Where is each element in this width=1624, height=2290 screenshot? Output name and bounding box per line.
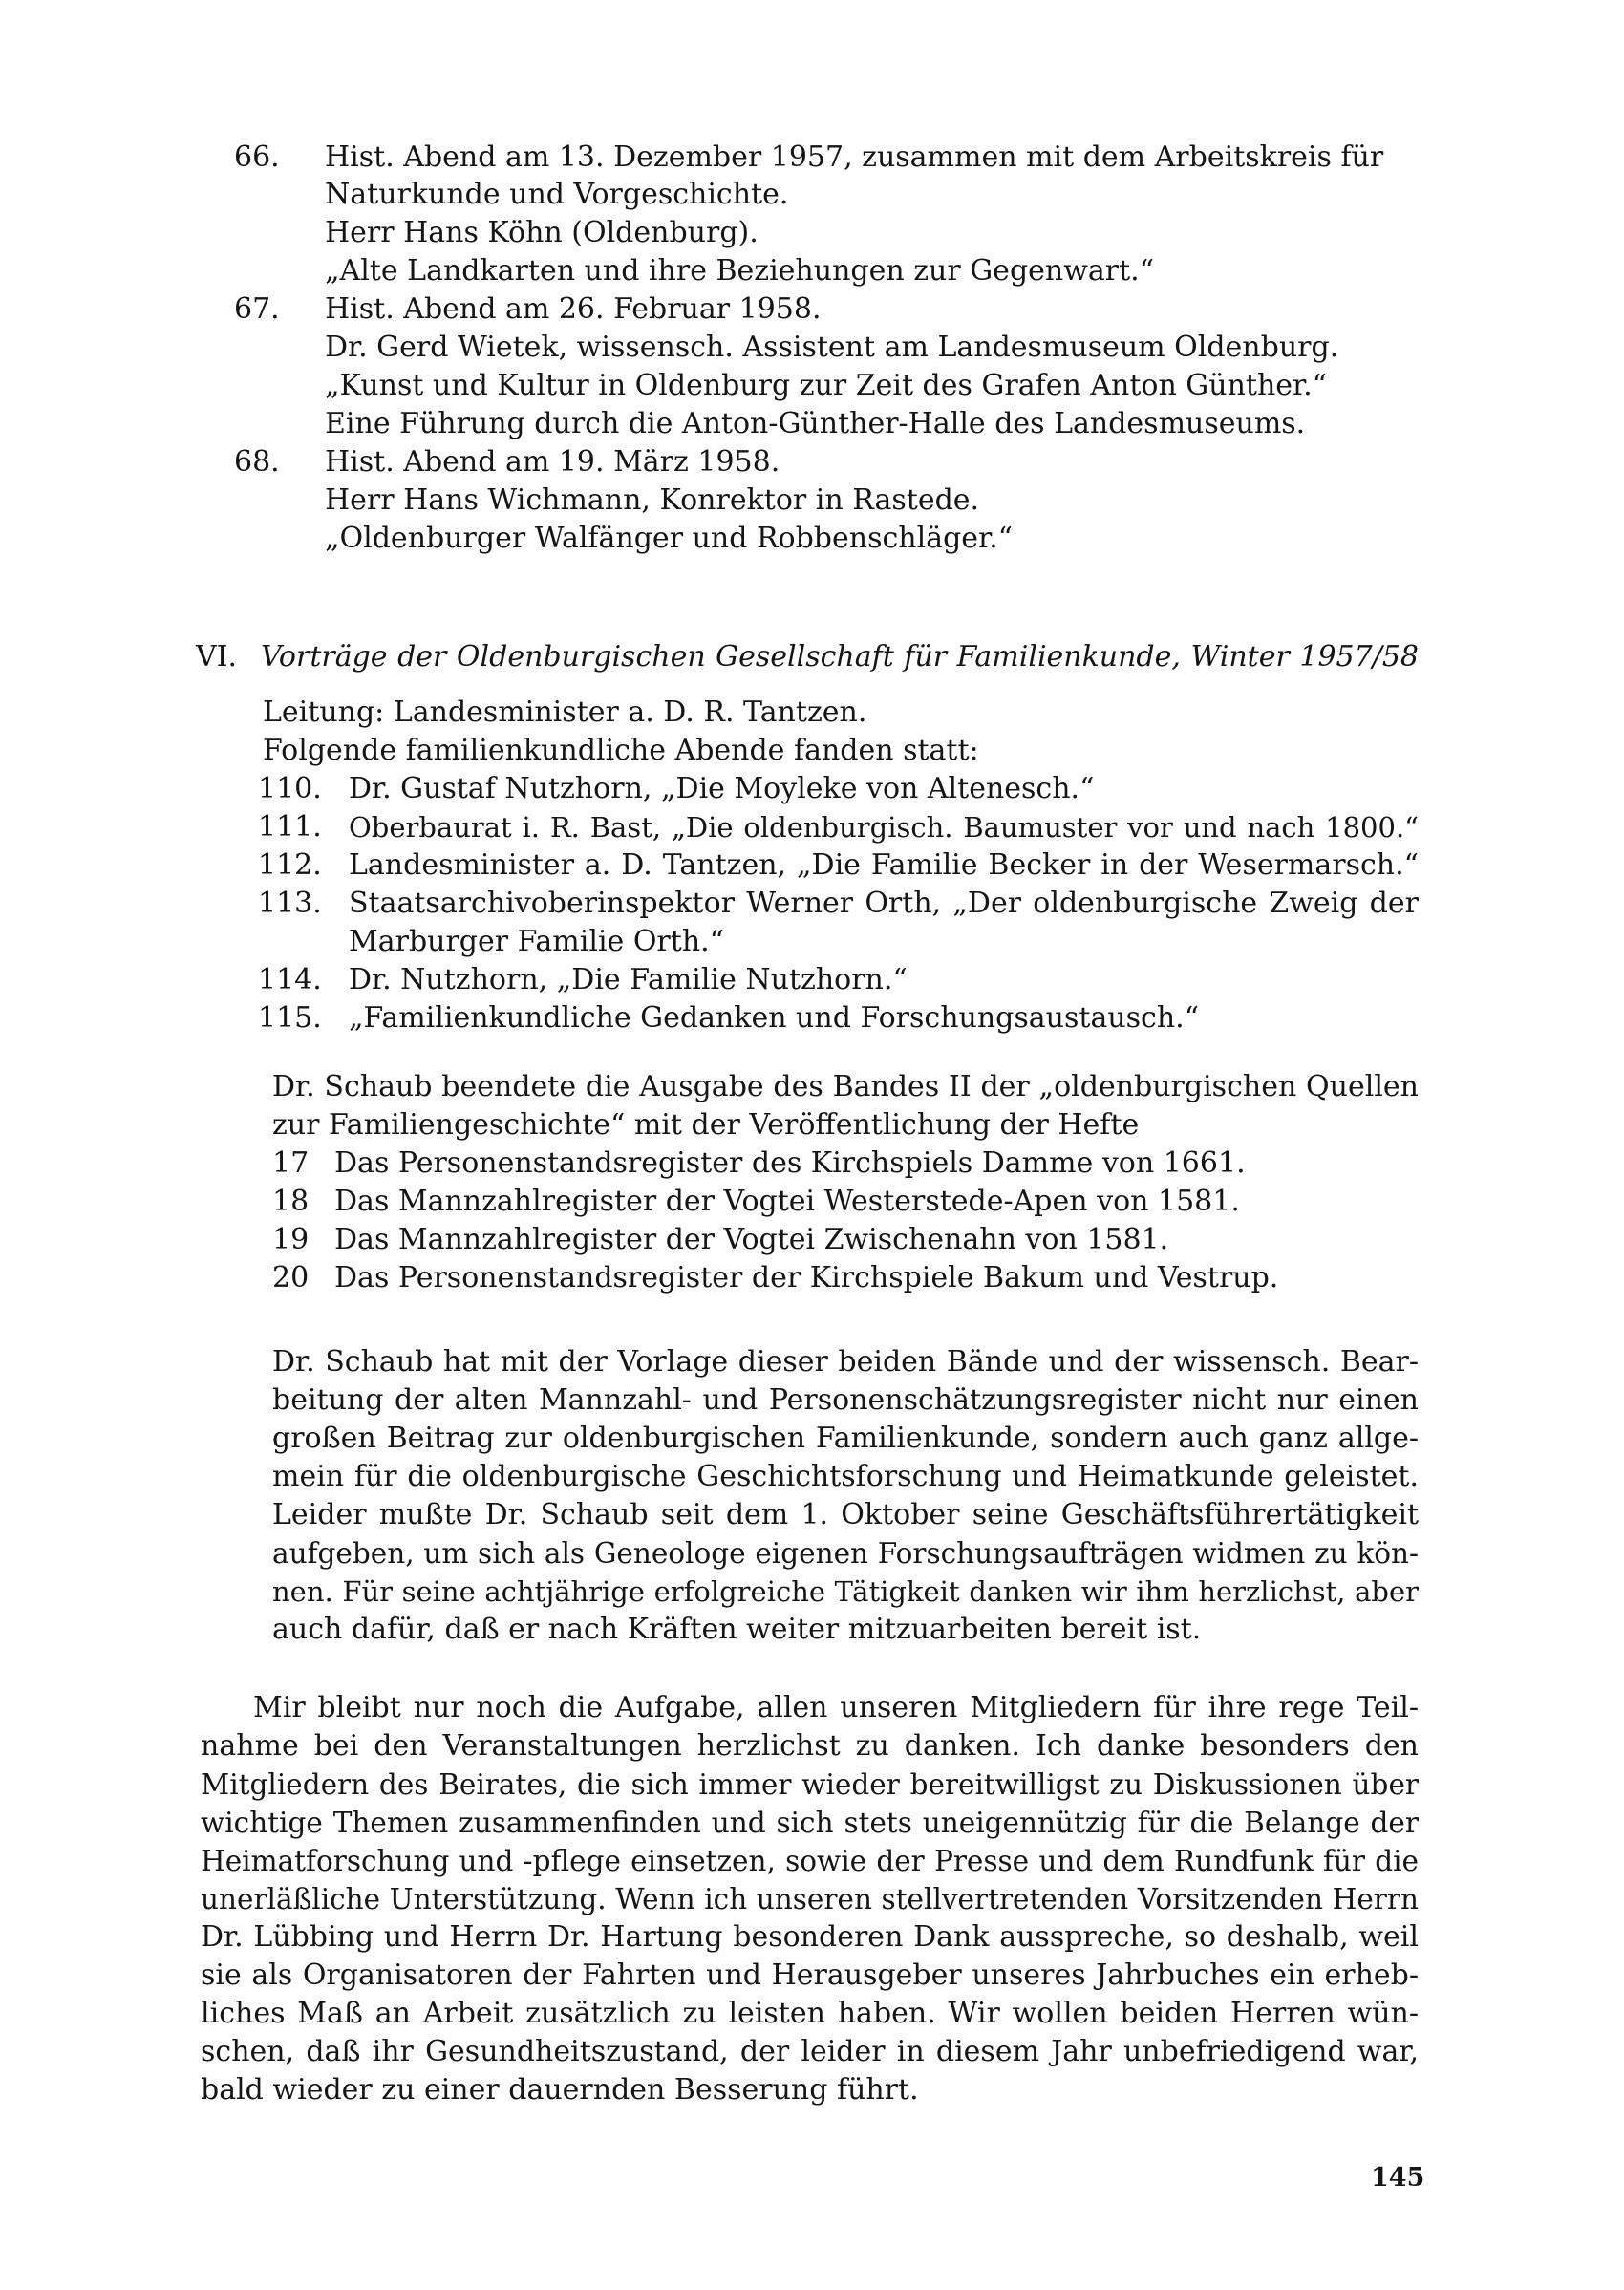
item-line: „Oldenburger Walfänger und Robbenschläger.“	[325, 522, 1013, 555]
item-number: 68.	[234, 445, 280, 479]
item-number: 110.	[258, 772, 322, 805]
item-line: Hist. Abend am 26. Februar 1958.	[325, 292, 822, 326]
item-number: 114.	[258, 963, 322, 996]
item-line: Hist. Abend am 13. Dezember 1957, zusammen mit dem Arbeitskreis für	[325, 140, 1384, 174]
paragraph-line: nahme bei den Veranstaltungen herzlichst zu danken. Ich danke besonders den	[201, 1729, 1419, 1763]
paragraph-line: Dr. Schaub beendete die Ausgabe des Bandes II der „oldenburgischen Quellen	[272, 1070, 1419, 1103]
item-line: Eine Führung durch die Anton-Günther-Halle des Landesmuseums.	[325, 407, 1306, 440]
paragraph-line: mein für die oldenburgische Geschichtsforschung und Heimatkunde geleistet.	[272, 1460, 1419, 1493]
item-number: 112.	[258, 848, 322, 882]
heft-number: 18	[272, 1185, 310, 1218]
heft-number: 20	[272, 1261, 310, 1295]
item-line: „Familienkundliche Gedanken und Forschungsaustausch.“	[349, 1001, 1200, 1035]
item-number: 113.	[258, 887, 322, 920]
item-line: Herr Hans Wichmann, Konrektor in Rastede.	[325, 483, 980, 517]
paragraph-line: zur Familiengeschichte“ mit der Veröffentlichung der Hefte	[272, 1108, 1140, 1142]
item-line: Dr. Gustaf Nutzhorn, „Die Moyleke von Altenesch.“	[349, 772, 1095, 805]
paragraph-line: beitung der alten Mannzahl- und Personenschätzungsregister nicht nur einen	[272, 1383, 1419, 1417]
paragraph-line: Dr. Schaub hat mit der Vorlage dieser beiden Bände und der wissensch. Bear-	[272, 1345, 1419, 1379]
paragraph-line: großen Beitrag zur oldenburgischen Familienkunde, sondern auch ganz allge-	[272, 1422, 1419, 1455]
item-line: Dr. Gerd Wietek, wissensch. Assistent am Landesmuseum Oldenburg.	[325, 331, 1339, 364]
paragraph-line: auch dafür, daß er nach Kräften weiter mitzuarbeiten bereit ist.	[272, 1613, 1202, 1646]
item-line: Hist. Abend am 19. März 1958.	[325, 445, 780, 479]
heft-title: Das Personenstandsregister des Kirchspiels Damme von 1661.	[334, 1146, 1246, 1180]
paragraph-line: unerläßliche Unterstützung. Wenn ich unseren stellvertretenden Vorsitzenden Herrn	[201, 1883, 1419, 1915]
heft-title: Das Personenstandsregister der Kirchspiele Bakum und Vestrup.	[334, 1261, 1279, 1295]
paragraph-line: schen, daß ihr Gesundheitszustand, der leider in diesem Jahr unbefriedigend war,	[201, 2035, 1419, 2068]
item-line: „Kunst und Kultur in Oldenburg zur Zeit des Grafen Anton Günther.“	[325, 369, 1327, 402]
item-number: 115.	[258, 1001, 322, 1035]
paragraph-line: bald wieder zu einer dauernden Besserung führt.	[201, 2073, 919, 2107]
item-line: Landesminister a. D. Tantzen, „Die Familie Becker in der Wesermarsch.“	[349, 848, 1419, 882]
item-line: Herr Hans Köhn (Oldenburg).	[325, 216, 759, 249]
page-number: 145	[1371, 2163, 1425, 2193]
paragraph-line: wichtige Themen zusammenfinden und sich stets uneigennützig für die Belange der	[201, 1807, 1419, 1839]
paragraph-line: Heimatforschung und -pflege einsetzen, sowie der Presse und dem Rundfunk für die	[201, 1845, 1419, 1877]
heft-number: 17	[272, 1146, 310, 1180]
paragraph-line: nen. Für seine achtjährige erfolgreiche Tätigkeit danken wir ihm herzlichst, aber	[272, 1575, 1419, 1608]
item-line: Marburger Familie Orth.“	[349, 925, 725, 958]
item-number: 111.	[258, 810, 322, 844]
paragraph-line: sie als Organisatoren der Fahrten und Herausgeber unseres Jahrbuches ein erheb-	[201, 1958, 1419, 1992]
section-number: VI.	[196, 640, 238, 674]
paragraph-line: Mir bleibt nur noch die Aufgabe, allen unseren Mitgliedern für ihre rege Teil-	[253, 1691, 1419, 1724]
intro-line: Folgende familienkundliche Abende fanden statt:	[263, 734, 979, 767]
item-line: Dr. Nutzhorn, „Die Familie Nutzhorn.“	[349, 963, 908, 996]
heft-title: Das Mannzahlregister der Vogtei Zwischenahn von 1581.	[334, 1223, 1169, 1256]
paragraph-line: Dr. Lübbing und Herrn Dr. Hartung besonderen Dank ausspreche, so deshalb, weil	[201, 1920, 1419, 1954]
heft-number: 19	[272, 1223, 310, 1256]
paragraph-line: Mitgliedern des Beirates, die sich immer wieder bereitwilligst zu Diskussionen über	[201, 1768, 1419, 1801]
item-line: Oberbaurat i. R. Bast, „Die oldenburgisch. Baumuster vor und nach 1800.“	[349, 811, 1419, 844]
item-number: 67.	[234, 292, 280, 326]
item-number: 66.	[234, 140, 280, 174]
paragraph-line: Leider mußte Dr. Schaub seit dem 1. Oktober seine Geschäftsführertätigkeit	[272, 1498, 1419, 1531]
item-line: Staatsarchivoberinspektor Werner Orth, „Der oldenburgische Zweig der	[349, 887, 1419, 920]
item-line: „Alte Landkarten und ihre Beziehungen zur Gegenwart.“	[325, 254, 1155, 288]
paragraph-line: liches Maß an Arbeit zusätzlich zu leisten haben. Wir wollen beiden Herren wün-	[201, 1997, 1419, 2030]
paragraph-line: aufgeben, um sich als Geneologe eigenen Forschungsaufträgen widmen zu kön-	[272, 1537, 1419, 1570]
item-line: Naturkunde und Vorgeschichte.	[325, 178, 789, 211]
intro-line: Leitung: Landesminister a. D. R. Tantzen.	[263, 696, 867, 729]
section-title: Vorträge der Oldenburgischen Gesellschaft für Familienkunde, Winter 1957/58	[261, 640, 1419, 674]
heft-title: Das Mannzahlregister der Vogtei Westerstede-Apen von 1581.	[334, 1185, 1240, 1218]
